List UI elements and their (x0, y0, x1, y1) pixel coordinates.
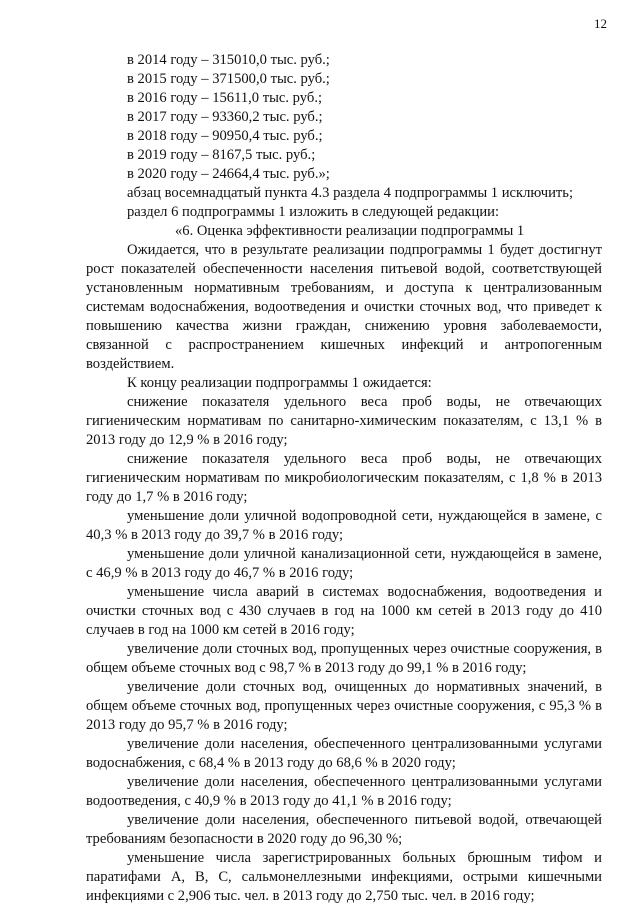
instruction-replace-section: раздел 6 подпрограммы 1 изложить в следующей редакции: (127, 204, 500, 220)
list-item-microbiological-samples: снижение показателя удельного веса проб воды, не отвечающих гигиеническим нормативам по микробиологическим показателям, с 1,8 % в 2013 году до 1,7 % в 2016 году; (86, 451, 602, 505)
funding-line-2020: в 2020 году – 24664,4 тыс. руб.»; (127, 166, 330, 182)
list-item-treated-wastewater: увеличение доли сточных вод, пропущенных через очистные сооружения, в общем объеме сточных вод с 98,7 % в 2013 году до 99,1 % в 2016 году; (86, 641, 602, 676)
list-item-infections: уменьшение числа зарегистрированных больных брюшным тифом и паратифами А, В, С, сальмонеллезными инфекциями, острыми кишечными инфекциями с 2,906 тыс. чел. в 2013 году до 2,750 тыс. чел. в 2016 году; (86, 850, 602, 904)
list-item-accidents: уменьшение числа аварий в системах водоснабжения, водоотведения и очистки сточных вод с 430 случаев в год на 1000 км сетей в 2013 году до 410 случаев в год на 1000 км сетей в 2016 году; (86, 584, 602, 638)
paragraph-expected-intro: К концу реализации подпрограммы 1 ожидается: (127, 375, 432, 391)
list-item-chemical-samples: снижение показателя удельного веса проб воды, не отвечающих гигиеническим нормативам по санитарно-химическим показателям, с 13,1 % в 2013 году до 12,9 % в 2016 году; (86, 394, 602, 448)
section-heading: «6. Оценка эффективности реализации подпрограммы 1 (175, 223, 525, 239)
instruction-delete-paragraph: абзац восемнадцатый пункта 4.3 раздела 4 подпрограммы 1 исключить; (127, 185, 573, 201)
list-item-normative-wastewater: увеличение доли сточных вод, очищенных до нормативных значений, в общем объеме сточных вод, пропущенных через очистные сооружения, с 95,3 % в 2013 году до 95,7 % в 2016 году; (86, 679, 602, 733)
list-item-sewerage-coverage: увеличение доли населения, обеспеченного централизованными услугами водоотведения, с 40,9 % в 2013 году до 41,1 % в 2016 году; (86, 774, 602, 809)
funding-line-2017: в 2017 году – 93360,2 тыс. руб.; (127, 109, 323, 125)
page-number: 12 (594, 16, 607, 31)
paragraph-expected-results: Ожидается, что в результате реализации подпрограммы 1 будет достигнут рост показателей обеспеченности населения питьевой водой, соответствующей установленным нормативным требованиям, и доступа к централизованным системам водоснабжения, водоотведения и очистки сточных вод, что приведет к повышению качества жизни граждан, снижению уровня заболеваемости, связанной с распространением кишечных инфекций и антропогенным воздействием. (86, 242, 602, 372)
funding-line-2018: в 2018 году – 90950,4 тыс. руб.; (127, 128, 323, 144)
funding-line-2014: в 2014 году – 315010,0 тыс. руб.; (127, 52, 330, 68)
list-item-water-supply-coverage: увеличение доли населения, обеспеченного централизованными услугами водоснабжения, с 68,4 % в 2013 году до 68,6 % в 2020 году; (86, 736, 602, 771)
funding-list (86, 51, 602, 184)
list-item-water-network: уменьшение доли уличной водопроводной сети, нуждающейся в замене, с 40,3 % в 2013 году до 39,7 % в 2016 году; (86, 508, 602, 543)
funding-line-2019: в 2019 году – 8167,5 тыс. руб.; (127, 147, 316, 163)
list-item-safe-water: увеличение доли населения, обеспеченного питьевой водой, отвечающей требованиям безопасности в 2020 году до 96,30 %; (86, 812, 602, 847)
funding-line-2015: в 2015 году – 371500,0 тыс. руб.; (127, 71, 330, 87)
funding-line-2016: в 2016 году – 15611,0 тыс. руб.; (127, 90, 323, 106)
list-item-sewer-network: уменьшение доли уличной канализационной сети, нуждающейся в замене, с 46,9 % в 2013 году до 46,7 % в 2016 году; (86, 546, 602, 581)
document-body (86, 51, 602, 906)
